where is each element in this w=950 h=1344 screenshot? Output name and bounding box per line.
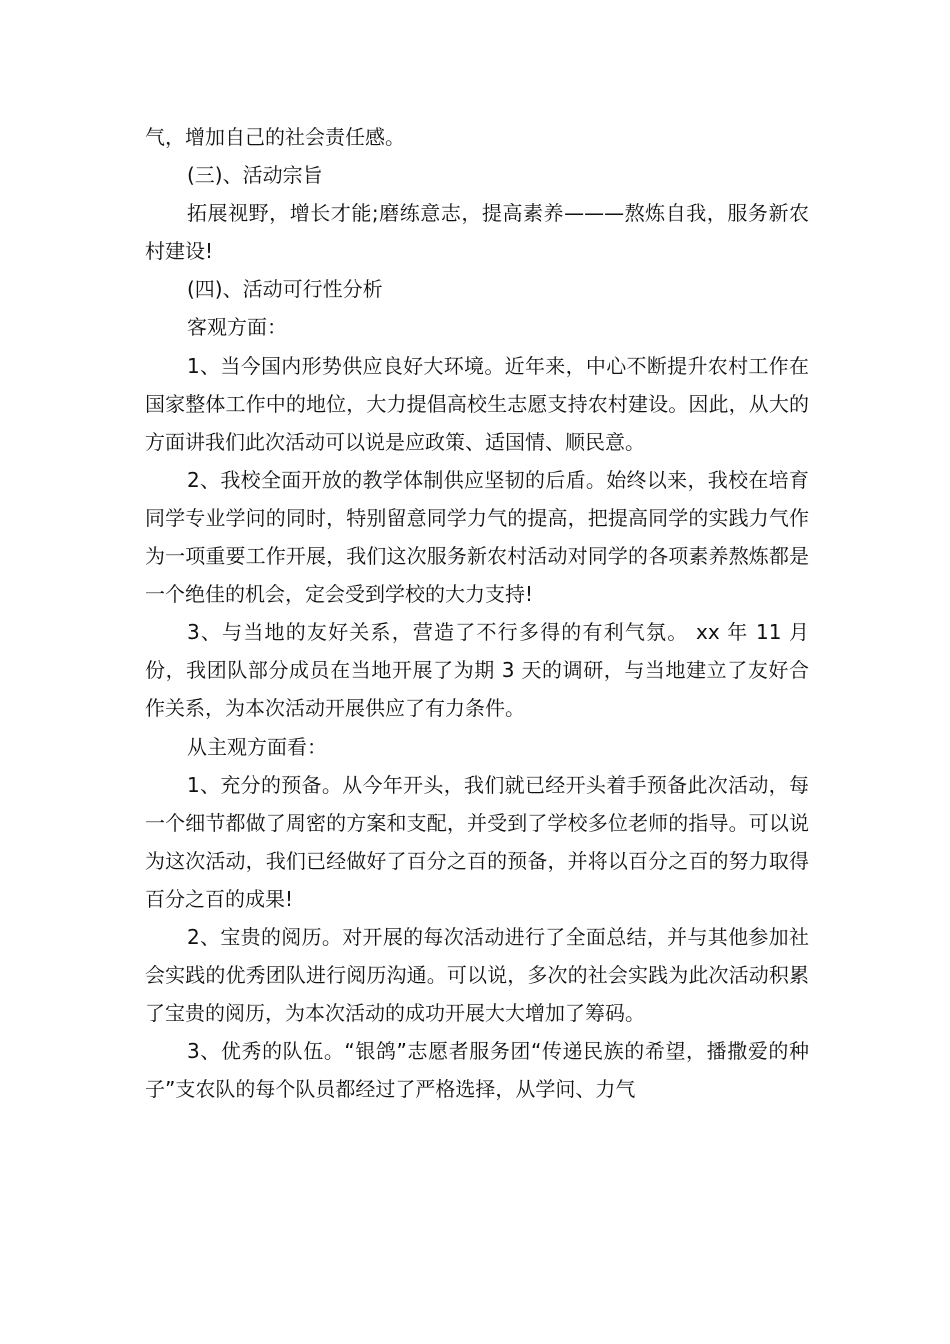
subheading-objective-aspects: 客观方面： — [187, 315, 287, 340]
paragraph-objective-1: 1、当今国内形势供应良好大环境。近年来，中心不断提升农村工作在国家整体工作中的地位，大力提倡高校生志愿支持农村建设。因此，从大的方面讲我们此次活动可以说是应政策、适国情、顺民意。 — [145, 353, 809, 454]
document-body — [145, 118, 809, 1108]
paragraph-objective-3: 3、与当地的友好关系，营造了不行多得的有利气氛。 xx 年 11 月份，我团队部分成员在当地开展了为期 3 天的调研，与当地建立了友好合作关系，为本次活动开展供应了有力条件。 — [145, 620, 809, 721]
subheading-subjective-aspects: 从主观方面看： — [187, 734, 327, 759]
paragraph-subjective-3: 3、优秀的队伍。“银鸽”志愿者服务团“传递民族的希望，播撒爱的种子”支农队的每个队员都经过了严格选择，从学问、力气 — [145, 1039, 809, 1102]
paragraph-objective-2: 2、我校全面开放的教学体制供应坚韧的后盾。始终以来，我校在培育同学专业学问的同时，特别留意同学力气的提高，把提高同学的实践力气作为一项重要工作开展，我们这次服务新农村活动对同学的各项素养熬炼都是一个绝佳的机会，定会受到学校的大力支持! — [145, 467, 809, 607]
paragraph-activity-purpose: 拓展视野，增长才能;磨练意志，提高素养———熬炼自我，服务新农村建设! — [145, 201, 809, 264]
paragraph-subjective-2: 2、宝贵的阅历。对开展的每次活动进行了全面总结，并与其他参加社会实践的优秀团队进行阅历沟通。可以说，多次的社会实践为此次活动积累了宝贵的阅历，为本次活动的成功开展大大增加了筹码。 — [145, 924, 809, 1026]
paragraph-continuation: 气，增加自己的社会责任感。 — [145, 125, 405, 149]
heading-activity-purpose: (三)、活动宗旨 — [187, 163, 323, 188]
paragraph-subjective-1: 1、充分的预备。从今年开头，我们就已经开头着手预备此次活动，每一个细节都做了周密的方案和支配，并受到了学校多位老师的指导。可以说为这次活动，我们已经做好了百分之百的预备，并将以百分之百的努力取得百分之百的成果! — [145, 772, 809, 911]
heading-feasibility-analysis: (四)、活动可行性分析 — [187, 277, 383, 302]
